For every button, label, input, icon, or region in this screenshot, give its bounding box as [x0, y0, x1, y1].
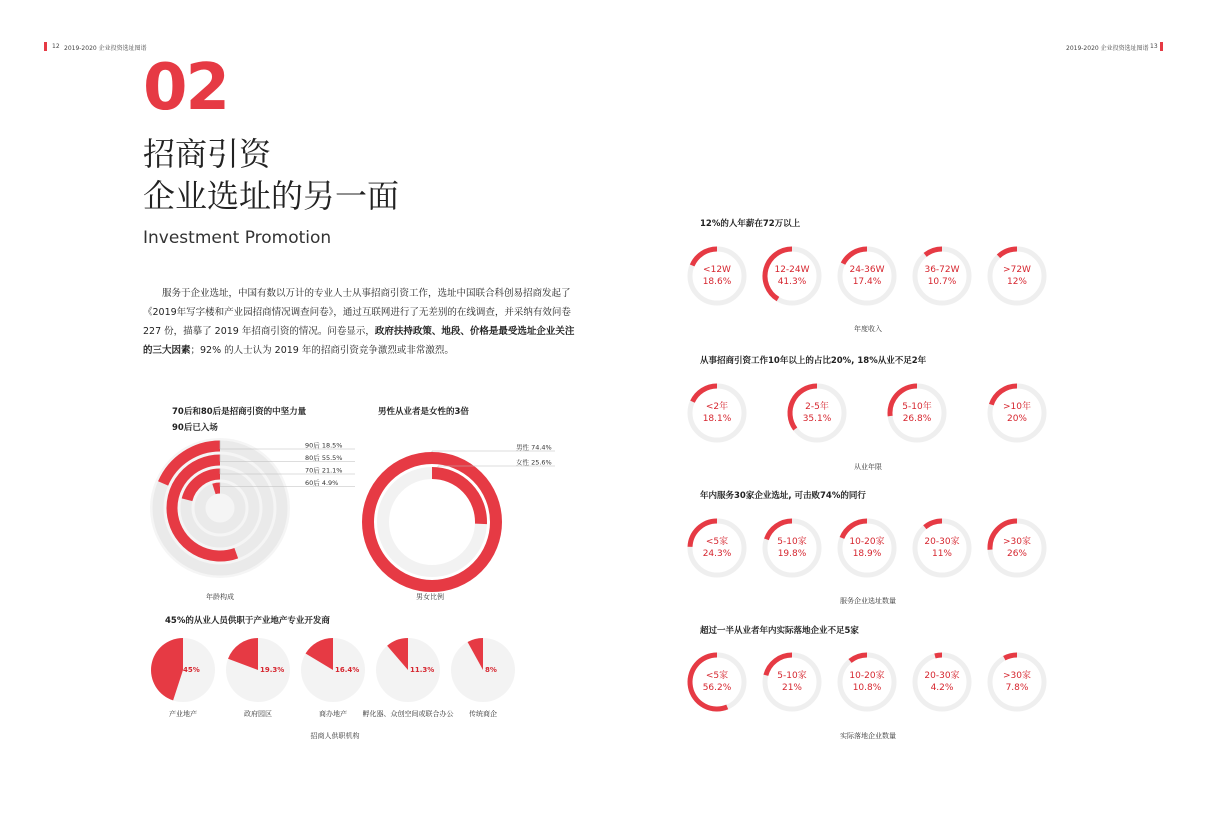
- income-ring-category: >72W: [1003, 265, 1031, 275]
- gender-chart-caption: 男女比例: [416, 593, 444, 601]
- chapter-title-line1: 招商引资: [143, 135, 272, 173]
- age-label-4: 60后 4.9%: [305, 479, 339, 487]
- right-header-title: 2019-2020 企业投资选址图谱: [1066, 45, 1149, 52]
- income-ring-value: 17.4%: [852, 277, 882, 287]
- served-ring-value: 26%: [1006, 549, 1027, 559]
- employer-pie-value: 45%: [183, 666, 200, 674]
- landed-chart-title: 超过一半从业者年内实际落地企业不足5家: [700, 626, 859, 636]
- age-chart-subtitle: 90后已入场: [172, 423, 218, 433]
- landed-ring-3: [850, 655, 867, 661]
- income-ring-value: 10.7%: [927, 277, 957, 287]
- served-ring-value: 19.8%: [777, 549, 807, 559]
- landed-ring-value: 4.2%: [930, 683, 954, 693]
- years-ring-value: 26.8%: [902, 414, 932, 424]
- age-label-3: 70后 21.1%: [305, 466, 343, 475]
- served-ring-4: [925, 521, 942, 527]
- years-chart-caption: 从业年限: [854, 463, 882, 471]
- landed-ring-value: 10.8%: [852, 683, 882, 693]
- chapter-title-line2: 企业选址的另一面: [143, 177, 400, 215]
- landed-ring-category: 10-20家: [849, 671, 885, 681]
- chapter-title-en: Investment Promotion: [143, 228, 332, 248]
- years-ring-category: 2-5年: [805, 402, 829, 412]
- employer-pie-value: 8%: [485, 666, 497, 674]
- income-ring-1: [692, 249, 717, 265]
- years-ring-value: 18.1%: [702, 414, 732, 424]
- income-ring-5: [999, 249, 1017, 256]
- employer-pie-value: 16.4%: [335, 666, 360, 674]
- years-ring-category: 5-10年: [902, 402, 932, 412]
- years-ring-value: 35.1%: [802, 414, 832, 424]
- income-ring-value: 18.6%: [702, 277, 732, 287]
- income-ring-category: <12W: [703, 265, 731, 275]
- income-chart-title: 12%的人年薪在72万以上: [700, 219, 801, 229]
- served-chart-title: 年内服务30家企业选址, 可击败74%的同行: [700, 491, 866, 501]
- income-ring-category: 24-36W: [849, 265, 885, 275]
- served-chart-caption: 服务企业选址数量: [840, 597, 896, 605]
- income-ring-category: 36-72W: [924, 265, 960, 275]
- income-chart-caption: 年度收入: [854, 325, 882, 333]
- age-label-2: 80后 55.5%: [305, 454, 343, 462]
- landed-ring-value: 56.2%: [702, 683, 732, 693]
- served-ring-value: 18.9%: [852, 549, 882, 559]
- landed-ring-category: >30家: [1003, 671, 1031, 681]
- employer-pie-value: 11.3%: [410, 666, 435, 674]
- employer-chart-caption: 招商人供职机构: [310, 732, 360, 740]
- age-chart-title: 70后和80后是招商引资的中坚力量: [172, 407, 307, 417]
- landed-ring-category: <5家: [705, 671, 729, 681]
- gender-label-1: 男性 74.4%: [516, 443, 552, 452]
- age-chart-caption: 年龄构成: [206, 593, 234, 601]
- landed-ring-category: 5-10家: [777, 671, 807, 681]
- employer-chart-title: 45%的从业人员供职于产业地产专业开发商: [165, 616, 330, 626]
- chapter-number: 02: [143, 51, 229, 125]
- age-label-1: 90后 18.5%: [305, 441, 343, 450]
- years-ring-1: [693, 386, 718, 402]
- income-ring-category: 12-24W: [774, 265, 810, 275]
- left-page-number: 12: [52, 43, 60, 50]
- served-ring-value: 11%: [931, 549, 952, 559]
- served-ring-category: 5-10家: [777, 537, 807, 547]
- landed-ring-category: 20-30家: [924, 671, 960, 681]
- gender-chart-title: 男性从业者是女性的3倍: [378, 407, 469, 417]
- income-ring-3: [843, 249, 867, 264]
- served-ring-category: >30家: [1003, 537, 1031, 547]
- employer-pie-category: 产业地产: [169, 710, 197, 718]
- employer-pie-category: 传统商企: [469, 710, 497, 718]
- employer-pie-value: 19.3%: [260, 666, 285, 674]
- landed-ring-value: 21%: [781, 683, 802, 693]
- landed-ring-value: 7.8%: [1005, 683, 1029, 693]
- employer-pie-category: 孵化器、众创空间或联合办公: [362, 710, 454, 718]
- served-ring-value: 24.3%: [702, 549, 732, 559]
- employer-pie-category: 商办地产: [319, 710, 347, 718]
- landed-chart-caption: 实际落地企业数量: [840, 732, 896, 740]
- served-ring-category: 20-30家: [924, 537, 960, 547]
- age-ring-4: [214, 488, 220, 489]
- income-ring-value: 41.3%: [777, 277, 807, 287]
- intro-text-bold: 政府扶持政策、地段、价格是最受选址企业关注的三大因素: [143, 326, 575, 356]
- years-ring-category: >10年: [1003, 402, 1031, 412]
- years-chart-title: 从事招商引资工作10年以上的占比20%, 18%从业不足2年: [700, 356, 927, 366]
- served-ring-category: <5家: [705, 537, 729, 547]
- intro-text-1: 服务于企业选址，中国有数以万计的专业人士从事招商引资工作，选址中国联合科创易招商发起了《2019年写字楼和产业园招商情况调查问卷》，通过互联网进行了无差别的在线调查，并采纳有效问卷 227 份，描摹了 2019 年招商引资的情况。问卷显示，: [143, 288, 571, 337]
- income-ring-4: [925, 249, 942, 255]
- left-header-title: 2019-2020 企业投资选址图谱: [64, 45, 147, 52]
- years-ring-value: 20%: [1006, 414, 1027, 424]
- employer-pie-category: 政府园区: [244, 710, 272, 718]
- income-ring-value: 12%: [1006, 277, 1027, 287]
- right-page-number: 13: [1150, 43, 1158, 50]
- landed-ring-5: [1004, 655, 1017, 658]
- gender-label-2: 女性 25.6%: [516, 458, 552, 467]
- intro-text-2: ；92% 的人士认为 2019 年的招商引资竞争激烈或非常激烈。: [190, 345, 454, 356]
- years-ring-category: <2年: [705, 402, 729, 412]
- landed-ring-4: [935, 655, 942, 656]
- served-ring-category: 10-20家: [849, 537, 885, 547]
